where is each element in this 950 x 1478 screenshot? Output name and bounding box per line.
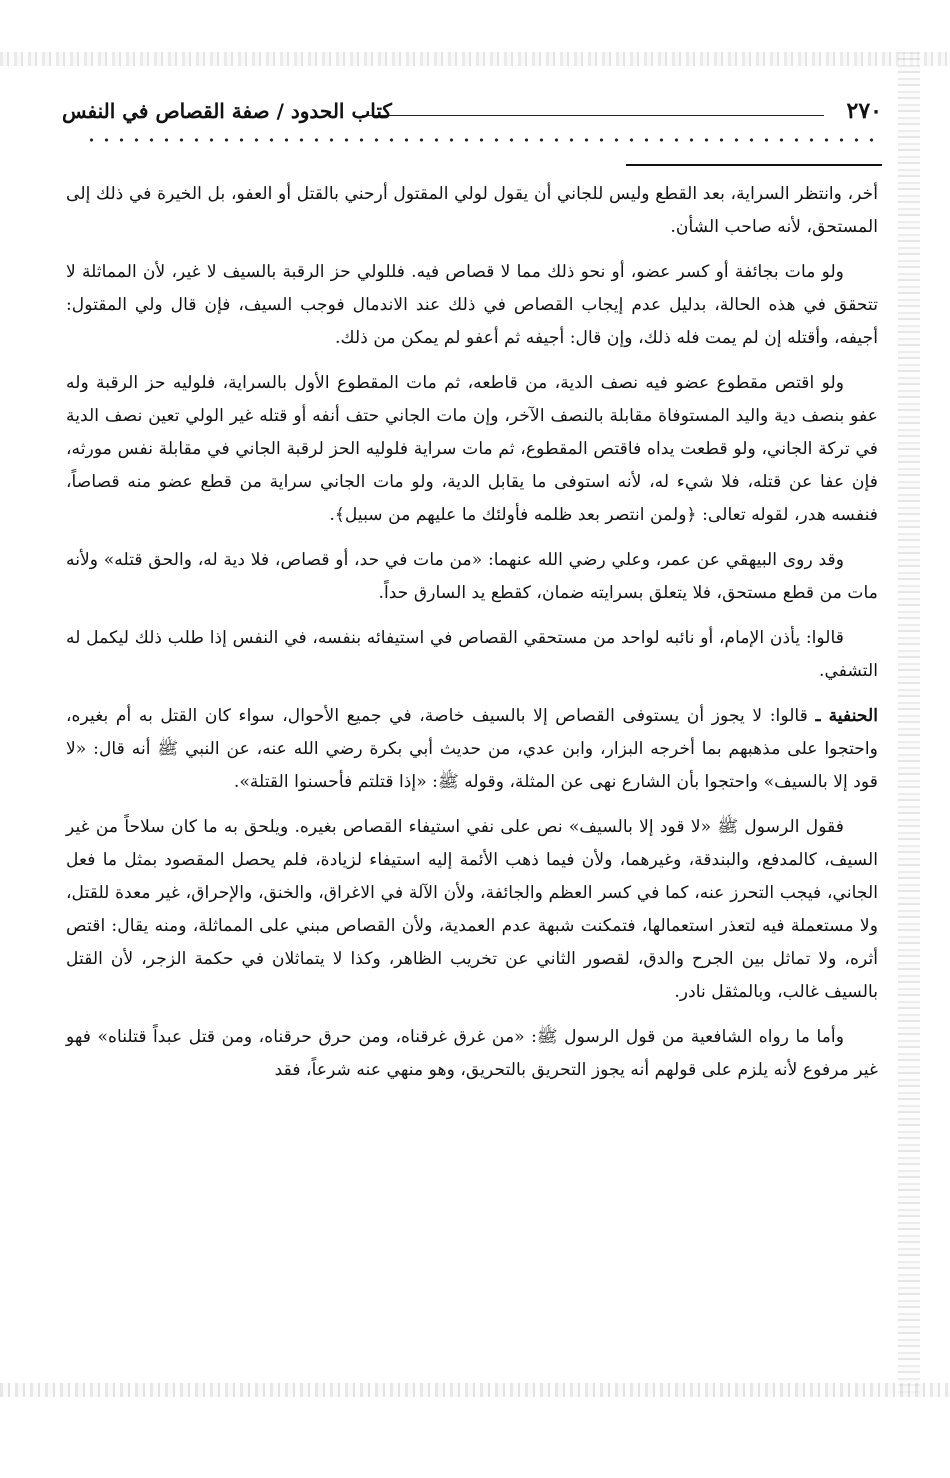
header-rule [362, 115, 824, 116]
paragraph-4: وقد روى البيهقي عن عمر، وعلي رضي الله عنهما: «من مات في حد، أو قصاص، فلا دية له، والحق قتله» ولأنه مات من قطع مستحق، فلا يتعلق بسرايته ضمان، كقطع يد السارق حداً. [66, 550, 878, 603]
scan-edge-top [0, 52, 950, 66]
paragraph-8: وأما ما رواه الشافعية من قول الرسول ﷺ: «من غرق غرقناه، ومن حرق حرقناه، ومن قتل عبداً قتلناه» فهو غير مرفوع لأنه يلزم على قولهم أنه يجوز التحريق بالتحريق، وهو منهي عنه شرعاً، فقد [66, 1027, 878, 1080]
scan-edge-bottom [0, 1383, 950, 1397]
page-header [62, 96, 882, 132]
hanafiyya-text: قالوا: لا يجوز أن يستوفى القصاص إلا بالسيف خاصة، في جميع الأحوال، سواء كان القتل به أم بغيره، واحتجوا على مذهبهم بما أخرجه البزار، وابن عدي، من حديث أبي بكرة رضي الله عنه، عن النبي ﷺ أنه قال: «لا قود إلا بالسيف» واحتجوا بأن الشارع نهى عن المثلة، وقوله ﷺ: «إذا قتلتم فأحسنوا القتلة». [66, 706, 878, 792]
paragraph-2: ولو مات بجائفة أو كسر عضو، أو نحو ذلك مما لا قصاص فيه. فللولي حز الرقبة بالسيف لا غير، لأن المماثلة لا تتحقق في هذه الحالة، بدليل عدم إيجاب القصاص في ذلك عند الاندمال فوجب السيف، فإن قال ولي المقتول: أجيفه، وأقتله إن لم يمت فله ذلك، وإن قال: أجيفه ثم أعفو لم يمكن من ذلك. [66, 262, 878, 348]
running-title: كتاب الحدود / صفة القصاص في النفس [62, 99, 392, 123]
dotted-divider [84, 136, 880, 144]
scan-edge-right [898, 52, 920, 1397]
paragraph-hanafiyya [66, 700, 878, 799]
paragraph-7: فقول الرسول ﷺ «لا قود إلا بالسيف» نص على نفي استيفاء القصاص بغيره. ويلحق به ما كان سلاحاً من غير السيف، كالمدفع، والبندقة، وغيرهما، ولأن فيما ذهب الأئمة إليه استيفاء لزيادة، فلم يحصل المقصود بمثل ما فعل الجاني، فيجب التحرز عنه، كما في كسر العظم والجائفة، ولأن الآلة في الاغراق، والخنق، والإحراق، غير معدة للقتل، ولا مستعملة فيه لتعذر استعمالها، فتمكنت شبهة عدم العمدية، ولأن القصاص مبني على المماثلة، ومنه يقال: اقتص أثره، ولا تماثل بين الجرح والدق، لقصور الثاني عن تخريب الظاهر، وكذا لا يتماثلان في حكمة الزجر، لأن القتل بالسيف غالب، وبالمثقل نادر. [66, 817, 878, 1002]
paragraph-3: ولو اقتص مقطوع عضو فيه نصف الدية، من قاطعه، ثم مات المقطوع الأول بالسراية، فلوليه حز الرقبة وله عفو بنصف دية واليد المستوفاة مقابلة بالنصف الآخر، وإن مات الجاني حتف أنفه أو قتله غير الولي تعين نصف الدية في تركة الجاني، ولو قطعت يداه فاقتص المقطوع، ثم مات سراية فلوليه الحز لرقبة الجاني في مقابلة نفس مورثه، فإن عفا عن قتله، فلا شيء له، لأنه استوفى ما يقابل الدية، ولو مات الجاني سراية من قطع عضو منه قصاصاً، فنفسه هدر، لقوله تعالى: ﴿ولمن انتصر بعد ظلمه فأولئك ما عليهم من سبيل﴾. [66, 373, 878, 525]
paragraph-1: أخر، وانتظر السراية، بعد القطع وليس للجاني أن يقول لولي المقتول أرحني بالقتل أو العفو، بل الخيرة في ذلك إلى المستحق، لأنه صاحب الشأن. [66, 184, 878, 237]
continuation-rule [626, 164, 882, 166]
page-body [66, 178, 878, 1099]
paragraph-5: قالوا: يأذن الإمام، أو نائبه لواحد من مستحقي القصاص في استيفائه بنفسه، في النفس إذا طلب ذلك ليكمل له التشفي. [66, 628, 878, 681]
hanafiyya-term: الحنفية ـ [815, 706, 878, 726]
page-number: ٢٧٠ [846, 98, 882, 124]
